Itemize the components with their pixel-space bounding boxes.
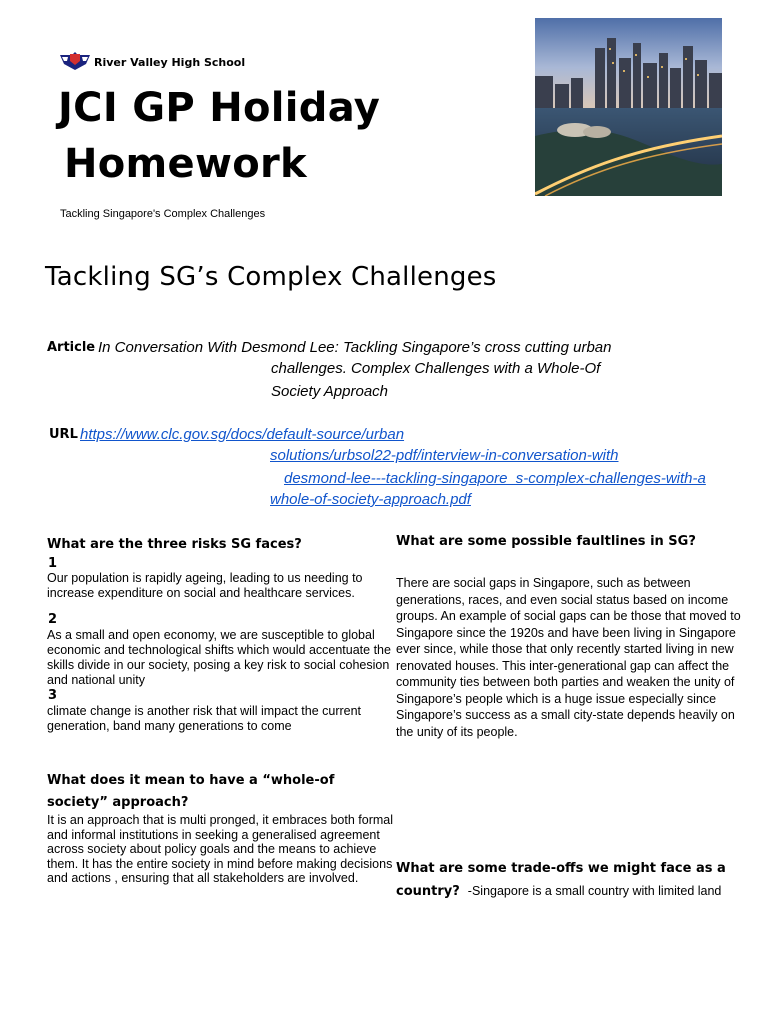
risk-number-1: 1	[48, 556, 58, 571]
title-line-2: Homework	[64, 141, 307, 187]
article-link-line-3[interactable]: desmond-lee---tackling-singapore_s-complex-challenges-with-a	[284, 470, 706, 487]
school-crest-icon	[58, 52, 92, 70]
question-tradeoffs	[396, 858, 746, 903]
question-whole-of-society: What does it mean to have a “whole-of society” approach?	[47, 773, 335, 810]
page-title	[58, 80, 478, 192]
risk-answer-3: climate change is another risk that will impact the current generation, band many generations to come	[47, 704, 362, 733]
tradeoffs-answer: -Singapore is a small country with limited land	[467, 884, 722, 898]
title-line-1: JCI GP Holiday	[58, 85, 381, 131]
risk-number-3: 3	[48, 688, 58, 703]
article-title-line-2: challenges. Complex Challenges with a Whole-Of	[271, 360, 601, 377]
risk-number-2: 2	[48, 612, 58, 627]
school-name: River Valley High School	[94, 56, 246, 69]
article-link-line-1[interactable]: https://www.clc.gov.sg/docs/default-source/urban	[80, 426, 405, 443]
risk-answer-2: As a small and open economy, we are susceptible to global economic and technological shifts which would accentuate the skills divide in our society, posing a key risk to social cohesion and national unity	[47, 628, 391, 687]
url-label: URL	[49, 427, 78, 442]
article-link-line-2[interactable]: solutions/urbsol22-pdf/interview-in-conversation-with	[270, 447, 619, 464]
tradeoffs-question-text: What are some trade-offs we might face as a country?	[396, 861, 726, 899]
faultlines-answer: There are social gaps in Singapore, such as between generations, races, and even social status based on income groups. An example of social gaps can be those that moved to Singapore since the 1920s and have been living in Singapore ever since, while those that only recently started living in new renovated houses. This inter-generational gap can affect the community ties between both parties and weaken the unity of Singapore’s people which is a huge issue especially since Singapore’s success as a small city-state depends heavily on the unity of its people.	[396, 576, 741, 739]
article-title-line-1: In Conversation With Desmond Lee: Tackling Singapore’s cross cutting urban	[98, 339, 612, 356]
question-faultlines: What are some possible faultlines in SG?	[396, 534, 696, 549]
section-title: Tackling SG’s Complex Challenges	[45, 262, 497, 292]
page-subtitle: Tackling Singapore's Complex Challenges	[60, 208, 266, 220]
question-risks: What are the three risks SG faces?	[47, 537, 302, 552]
singapore-skyline-photo	[535, 18, 722, 196]
whole-of-society-answer: It is an approach that is multi pronged, it embraces both formal and informal institutions in seeking a generalised agreement across society about policy goals and the means to achieve them. It has the entire society in mind before making decisions and actions , ensuring that all stakeholders are involved.	[47, 813, 394, 885]
article-link-line-4[interactable]: whole-of-society-approach.pdf	[270, 491, 471, 508]
article-label: Article	[47, 340, 96, 355]
risk-answer-1: Our population is rapidly ageing, leading to us needing to increase expenditure on social and healthcare services.	[47, 571, 363, 600]
article-title-line-3: Society Approach	[271, 383, 389, 400]
